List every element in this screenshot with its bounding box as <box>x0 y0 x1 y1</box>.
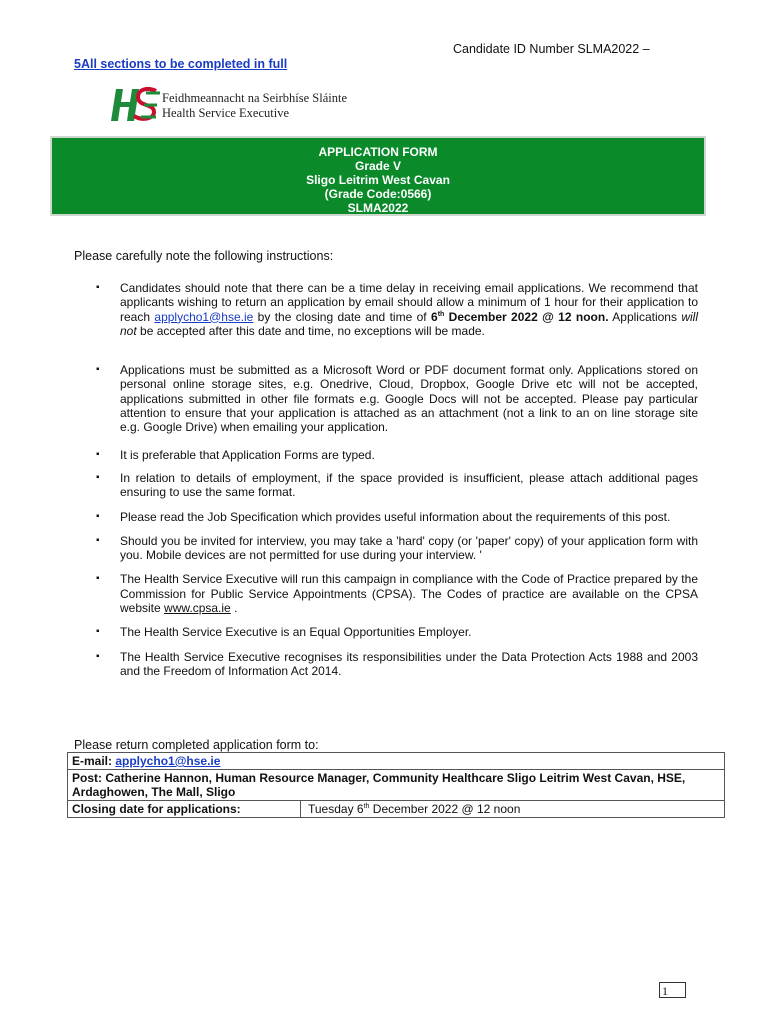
closing-date-value: Tuesday 6th December 2022 @ 12 noon <box>301 801 725 818</box>
banner-reference: SLMA2022 <box>347 201 409 215</box>
logo-name-irish: Feidhmeannacht na Seirbhíse Sláinte <box>162 91 348 105</box>
instructions-list <box>74 281 698 678</box>
bullet-icon: ▪ <box>96 448 100 460</box>
bullet-icon: ▪ <box>96 282 100 293</box>
return-contact-table <box>67 752 725 818</box>
sections-completion-note: 5All sections to be completed in full <box>74 57 288 71</box>
instruction-item: ▪ The Health Service Executive will run this campaign in compliance with the Code of Practice prepared by the Commission for Public Service Appointments (CPSA). The Codes of practice are available on the CPSA website www.cpsa.ie . <box>96 572 698 616</box>
return-instructions-label: Please return completed application form to: <box>74 738 319 752</box>
banner-grade: Grade V <box>354 159 402 173</box>
email-cell: E-mail: applycho1@hse.ie <box>68 753 725 770</box>
bullet-icon: ▪ <box>96 364 100 376</box>
bullet-icon: ▪ <box>96 510 100 522</box>
banner-title: APPLICATION FORM <box>318 145 438 159</box>
instruction-item: ▪ Should you be invited for interview, you may take a 'hard' copy (or 'paper' copy) of your application form with you. Mobile devices are not permitted for use during your interview. ' <box>96 533 698 563</box>
closing-date-emphasis: 6th December 2022 @ 12 noon. <box>431 309 609 324</box>
bullet-icon: ▪ <box>96 534 100 546</box>
banner-area: Sligo Leitrim West Cavan <box>306 173 450 187</box>
return-email-link[interactable]: applycho1@hse.ie <box>115 754 221 768</box>
post-address-cell: Post: Catherine Hannon, Human Resource Manager, Community Healthcare Sligo Leitrim West Cavan, HSE, Ardaghowen, The Mall, Sligo <box>68 770 725 801</box>
instruction-item: ▪ The Health Service Executive is an Equal Opportunities Employer. <box>96 625 472 640</box>
hse-logo-text <box>162 91 347 121</box>
instruction-item: ▪ It is preferable that Application Forms are typed. <box>96 447 375 462</box>
instructions-intro: Please carefully note the following instructions: <box>74 249 334 263</box>
page-number: 1 <box>659 982 686 998</box>
candidate-id-label: Candidate ID Number SLMA2022 – <box>453 42 650 56</box>
instruction-item: ▪ In relation to details of employment, if the space provided is insufficient, please attach additional pages ensuring to use the same format. <box>96 470 698 500</box>
instruction-item: ▪ Please read the Job Specification which provides useful information about the requirements of this post. <box>96 509 671 524</box>
banner-grade-code: (Grade Code:0566) <box>324 187 432 201</box>
instruction-item: ▪ Applications must be submitted as a Microsoft Word or PDF document format only. Applications stored on personal online storage sites, e.g. Onedrive, Cloud, Dropbox, Google Drive etc will not be accepted, applications submitted in other file formats e.g. Google Docs will not be accepted. Please pay particular attention to ensure that your application is attached as an attachment (not a link to an on line storage site e.g. Google Drive) when emailing your application. <box>96 363 698 435</box>
email-link[interactable]: applycho1@hse.ie <box>154 309 254 324</box>
instruction-item: ▪ Candidates should note that there can be a time delay in receiving email applications. We recommend that applicants wishing to return an application by email should allow a minimum of 1 hour for their application to reach applycho1@hse.ie by the closing date and time of 6th December 2022 @ 12 noon. Applications will not be accepted after this date and time, no exceptions will be made. <box>96 281 699 338</box>
bullet-icon: ▪ <box>96 573 100 585</box>
closing-date-label: Closing date for applications: <box>68 801 301 818</box>
bullet-icon: ▪ <box>96 650 100 662</box>
application-form-banner <box>50 136 706 216</box>
bullet-icon: ▪ <box>96 626 100 638</box>
table-row <box>68 753 725 770</box>
instruction-item: ▪ The Health Service Executive recognises its responsibilities under the Data Protection Acts 1988 and 2003 and the Freedom of Information Act 2014. <box>96 649 698 678</box>
bullet-icon: ▪ <box>96 471 100 483</box>
table-row <box>68 770 725 801</box>
table-row <box>68 801 725 818</box>
logo-name-english: Health Service Executive <box>162 106 290 120</box>
cpsa-website-link[interactable]: www.cpsa.ie <box>164 601 231 616</box>
